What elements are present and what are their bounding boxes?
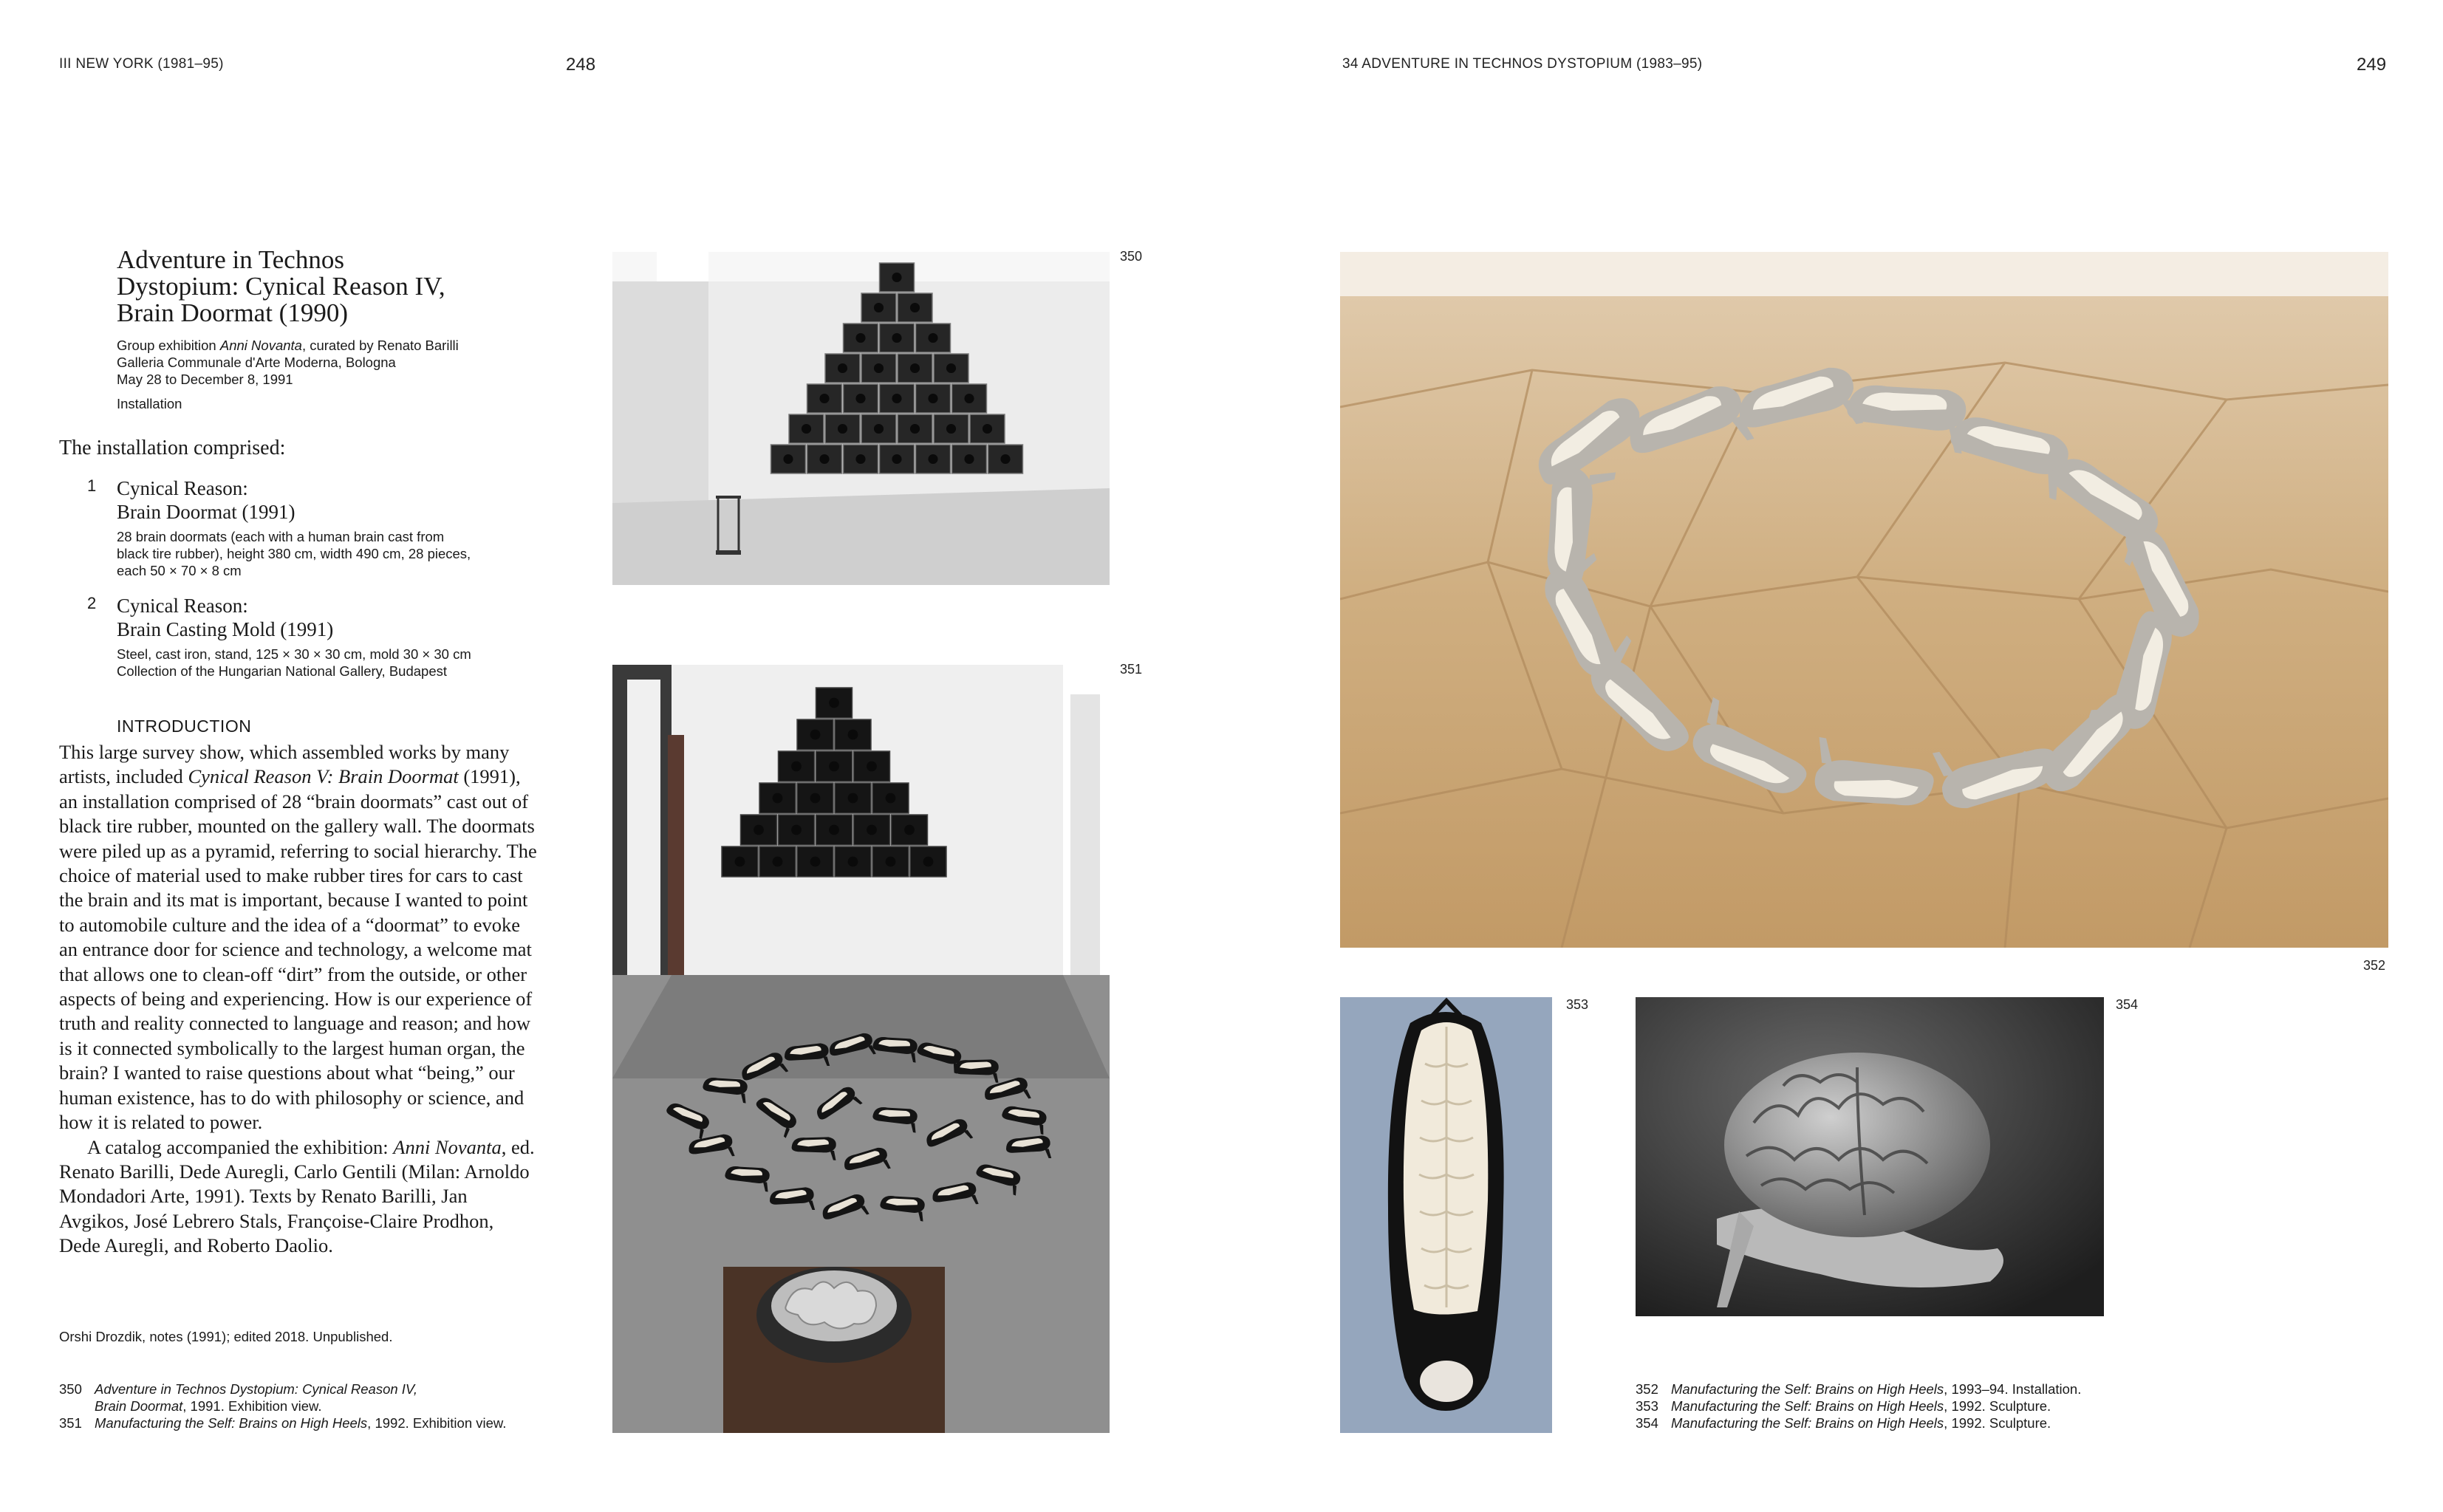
item-number: 1 xyxy=(87,476,97,495)
item-title: Cynical Reason: xyxy=(117,477,248,499)
entry-title xyxy=(117,247,530,326)
installation-item xyxy=(59,594,532,680)
comprised-label: The installation comprised: xyxy=(59,437,286,459)
meta-type: Installation xyxy=(117,396,182,411)
captions-left xyxy=(59,1381,576,1431)
installation-item xyxy=(59,476,532,579)
item-number: 2 xyxy=(87,594,97,612)
left-page-number: 248 xyxy=(566,55,596,75)
left-running-head: III NEW YORK (1981–95) xyxy=(59,56,224,72)
source-note: Orshi Drozdik, notes (1991); edited 2018. Unpublished. xyxy=(59,1329,393,1344)
intro-paragraph: This large survey show, which assembled works by many artists, included Cynical Reason V: Brain Doormat (1991), an installation comprised of 28 “brain doormats” cast out of black tire rubber, mounted on the gallery wall. The doormats were piled up as a pyramid, referring to social hierarchy. The choice of material used to make rubber tires for cars to cast the brain and its mat is important, because I wanted to point to automobile culture and the idea of a “doormat” to evoke an entrance door for science and technology, a welcome mat that allows one to clean-off “dirt” from the outside, or other aspects of being and experiencing. How is our experience of truth and reality connected to language and reason; and how is it connected symbolically to the largest human organ, the brain? I wanted to raise questions about what “being,” our human existence, has to do with philosophy or science, and how it is related to power. xyxy=(59,741,537,1134)
captions-right xyxy=(1636,1381,2197,1431)
caption: 353 Manufacturing the Self: Brains on High Heels, 1992. Sculpture. xyxy=(1636,1398,2051,1414)
meta-venue: Galleria Communale d'Arte Moderna, Bologna xyxy=(117,355,396,370)
figure-number: 351 xyxy=(1120,662,1143,677)
intro-paragraph: A catalog accompanied the exhibition: Anni Novanta, ed. Renato Barilli, Dede Auregli, Carlo Gentili (Milan: Arnoldo Mondadori Arte, 1991). Texts by Renato Barilli, Jan Avgikos, José Lebrero Stals, Françoise-Claire Prodhon, Dede Auregli, and Roberto Daolio. xyxy=(59,1135,535,1257)
item-description: 28 brain doormats (each with a human brain cast from black tire rubber), height 380 cm, width 490 cm, 28 pieces, each 50 × 70 × 8 cm xyxy=(117,529,471,578)
figure-number: 350 xyxy=(1120,249,1143,264)
right-running-head: 34 ADVENTURE IN TECHNOS DYSTOPIUM (1983–95) xyxy=(1342,56,1703,72)
entry-title-line: Dystopium: Cynical Reason IV, xyxy=(117,272,445,301)
entry-title-line: Adventure in Technos xyxy=(117,245,344,274)
exhibition-meta xyxy=(117,337,560,412)
meta-line: Group exhibition Anni Novanta, curated by Renato Barilli xyxy=(117,338,459,353)
caption: 351 Manufacturing the Self: Brains on High Heels, 1992. Exhibition view. xyxy=(59,1415,507,1431)
figure-352-photo xyxy=(1340,252,2388,948)
figure-354-photo xyxy=(1636,997,2104,1316)
item-title: Brain Casting Mold (1991) xyxy=(117,618,334,640)
caption: 354 Manufacturing the Self: Brains on High Heels, 1992. Sculpture. xyxy=(1636,1415,2051,1431)
caption: 350 Adventure in Technos Dystopium: Cynical Reason IV, Brain Doormat, 1991. Exhibition view. xyxy=(59,1381,418,1414)
meta-dates: May 28 to December 8, 1991 xyxy=(117,372,293,387)
caption: 352 Manufacturing the Self: Brains on High Heels, 1993–94. Installation. xyxy=(1636,1381,2082,1397)
figure-353-photo xyxy=(1340,997,1552,1433)
figure-number: 354 xyxy=(2116,997,2139,1012)
introduction-body xyxy=(59,740,539,1259)
item-title: Cynical Reason: xyxy=(117,595,248,617)
figure-351-photo xyxy=(612,665,1110,1433)
item-title: Brain Doormat (1991) xyxy=(117,501,295,523)
entry-title-line: Brain Doormat (1990) xyxy=(117,298,348,327)
figure-number: 353 xyxy=(1566,997,1589,1012)
right-page-number: 249 xyxy=(2357,55,2387,75)
figure-number: 352 xyxy=(2363,958,2386,973)
introduction-heading: INTRODUCTION xyxy=(117,716,252,736)
item-description: Steel, cast iron, stand, 125 × 30 × 30 cm, mold 30 × 30 cm Collection of the Hungarian National Gallery, Budapest xyxy=(117,646,471,679)
figure-350-photo xyxy=(612,252,1110,585)
